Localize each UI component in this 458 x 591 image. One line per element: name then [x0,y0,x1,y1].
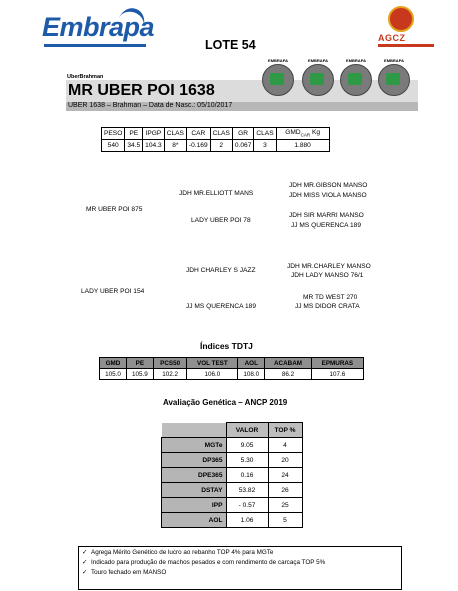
lot-number: LOTE 54 [205,38,256,52]
embrapa-logo: Embrapa [42,12,155,42]
perf-header: CLAS [254,128,276,140]
pedigree-dsd-2: JJ MS DIDOR CRATA [295,303,360,310]
pedigree-dam-dam: JJ MS QUERENCA 189 [186,303,256,310]
embrapa-badge-icon: EMBRAPA [340,64,372,96]
notes-box [78,546,402,590]
pedigree-dam-sire: JDH CHARLEY S JAZZ [186,267,256,274]
pedigree-dss-1: JDH MR.CHARLEY MANSO [287,263,371,270]
perf-value: 104.3 [143,140,165,152]
idx-value: 107.6 [311,369,363,380]
ancp-header: TOP % [268,423,302,438]
idx-header: EPMURAS [311,358,363,369]
pedigree-dss-2: JDH LADY MANSO 76/1 [291,272,364,279]
idx-value: 105.0 [100,369,127,380]
pedigree-ssd-1: JDH SIR MARRI MANSO [289,212,364,219]
ancp-top: 5 [268,513,302,528]
ancp-top: 25 [268,498,302,513]
idx-header: GMD [100,358,127,369]
perf-value: 2 [210,140,232,152]
bull-name: MR UBER POI 1638 [68,82,215,99]
embrapa-badge-icon: EMBRAPA [302,64,334,96]
embrapa-logo-underline [44,44,146,47]
table-row [162,483,303,498]
ancp-label: DPE365 [162,468,227,483]
pedigree-sss-2: JDH MISS VIOLA MANSO [289,192,367,199]
table-row [162,513,303,528]
pedigree-ssd-2: JJ MS QUERENCA 189 [291,222,361,229]
indices-table [99,357,364,380]
agcz-underline [378,44,434,47]
table-row [162,438,303,453]
ancp-label: DSTAY [162,483,227,498]
ancp-blank [162,423,227,438]
performance-table [101,127,330,152]
perf-header: PESO [102,128,125,140]
agcz-logo: AGCZ [378,33,406,43]
perf-value: 3 [254,140,276,152]
indices-title: Índices TDTJ [200,341,253,351]
idx-header: VOL TEST [187,358,238,369]
idx-header: ACABAM [265,358,312,369]
list-item: ✓ Touro fechado em MANSO [82,569,167,576]
perf-value: 1.880 [276,140,329,152]
ancp-label: AOL [162,513,227,528]
perf-header: CLAS [164,128,186,140]
idx-header: PE [126,358,153,369]
idx-value: 106.0 [187,369,238,380]
ancp-value: 53.82 [226,483,268,498]
perf-header: IPGP [143,128,165,140]
ancp-header: VALOR [226,423,268,438]
table-row [162,498,303,513]
check-icon: ✓ [82,559,88,566]
ancp-label: DP365 [162,453,227,468]
idx-value: 108.0 [238,369,265,380]
pedigree-sire-sire: JDH MR.ELLIOTT MANS [179,190,254,197]
check-icon: ✓ [82,569,88,576]
ancp-value: 0.16 [226,468,268,483]
embrapa-badge-icon: EMBRAPA [378,64,410,96]
perf-value: 540 [102,140,125,152]
perf-header: CLAS [210,128,232,140]
perf-header: GR [232,128,254,140]
ancp-value: 9.05 [226,438,268,453]
perf-value: 0.067 [232,140,254,152]
pedigree-sire: MR UBER POI 875 [86,206,143,213]
ancp-label: MGTe [162,438,227,453]
perf-header-gmd: $GMD_{CAR}$ Kg [276,128,329,140]
ancp-value: 5.30 [226,453,268,468]
ancp-top: 20 [268,453,302,468]
table-row [162,453,303,468]
pedigree-sire-dam: LADY UBER POI 78 [191,217,251,224]
perf-header: CAR [186,128,210,140]
embrapa-badge-icon: EMBRAPA [262,64,294,96]
idx-header: PCS50 [153,358,187,369]
idx-value: 86.2 [265,369,312,380]
pedigree-sss-1: JDH MR.GIBSON MANSO [289,182,368,189]
perf-value: -0.169 [186,140,210,152]
table-row [162,468,303,483]
ancp-top: 26 [268,483,302,498]
idx-header: AOL [238,358,265,369]
idx-value: 102.2 [153,369,187,380]
perf-header: PE [125,128,143,140]
perf-value: 8* [164,140,186,152]
pedigree-dsd-1: MR TD WEST 270 [303,294,358,301]
list-item: ✓ Indicado para produção de machos pesados e com rendimento de carcaça TOP 5% [82,559,326,566]
ancp-title: Avaliação Genética – ANCP 2019 [163,398,288,407]
ancp-top: 4 [268,438,302,453]
ancp-value: - 0.57 [226,498,268,513]
agcz-seal-icon [388,6,414,32]
perf-value: 34.5 [125,140,143,152]
pedigree-dam: LADY UBER POI 154 [81,288,145,295]
breed-label: UberBrahman [67,74,104,80]
bull-subtitle: UBER 1638 – Brahman – Data de Nasc.: 05/10/2017 [68,102,233,109]
check-icon: ✓ [82,549,88,556]
ancp-top: 24 [268,468,302,483]
idx-value: 105.9 [126,369,153,380]
ancp-table [161,422,303,528]
ancp-label: IPP [162,498,227,513]
ancp-value: 1.06 [226,513,268,528]
list-item: ✓ Agrega Mérito Genético de lucro ao rebanho TOP 4% para MGTe [82,549,274,556]
